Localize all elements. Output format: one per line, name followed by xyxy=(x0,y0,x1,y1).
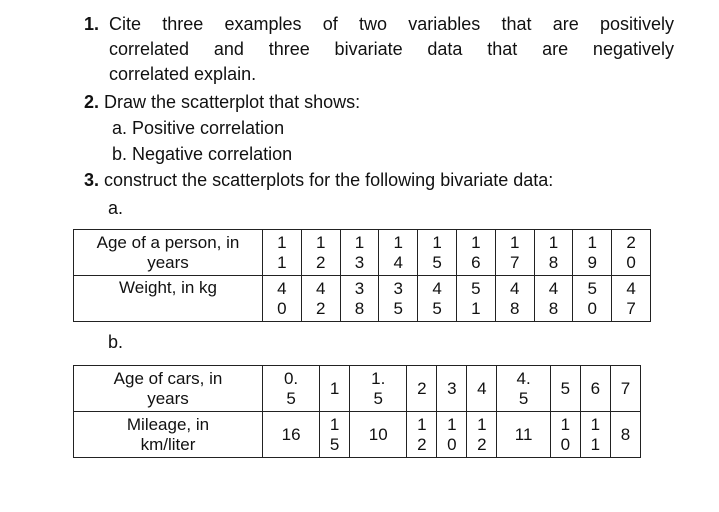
mileage-cell xyxy=(580,412,610,458)
table-a-row-age xyxy=(74,230,651,276)
row-label-mileage xyxy=(74,412,263,458)
table-b-row-mileage xyxy=(74,412,641,458)
car-age-cell xyxy=(497,366,551,412)
digit: 1 xyxy=(277,232,287,252)
digit: 1 xyxy=(329,414,340,434)
label-line: years xyxy=(147,252,189,272)
age-cell xyxy=(379,230,418,276)
digit: 4. xyxy=(516,368,531,388)
digit: 6 xyxy=(590,378,601,398)
digit: 1 xyxy=(509,232,520,252)
digit: 1. xyxy=(371,368,386,388)
digit: 5 xyxy=(286,388,296,408)
digit: 5 xyxy=(560,378,571,398)
digit: 4 xyxy=(626,278,636,298)
table-a xyxy=(73,229,651,322)
question-1-line-1: Cite three examples of two variables that are positively xyxy=(109,14,674,34)
digit: 0 xyxy=(626,252,636,272)
question-number: 2. xyxy=(84,92,100,112)
digit: 1 xyxy=(590,414,601,434)
digit: 4 xyxy=(393,252,404,272)
q2-item-a: a. Positive correlation xyxy=(112,118,285,138)
digit: 5 xyxy=(432,252,442,272)
digit: 1 xyxy=(447,414,457,434)
mileage-cell xyxy=(320,412,350,458)
question-2 xyxy=(84,90,360,114)
table-a-row-weight xyxy=(74,276,651,322)
mileage-cell xyxy=(497,412,551,458)
digit: 3 xyxy=(354,278,365,298)
digit: 2 xyxy=(626,232,636,252)
digit: 8 xyxy=(548,252,559,272)
car-age-cell xyxy=(437,366,467,412)
digit: 2 xyxy=(315,252,326,272)
part-a-label: a. xyxy=(108,198,124,218)
digit: 2 xyxy=(417,378,427,398)
car-age-cell xyxy=(467,366,497,412)
mileage-cell xyxy=(467,412,497,458)
digit: 1 xyxy=(471,232,481,252)
digit: 9 xyxy=(587,252,597,272)
mileage-cell xyxy=(263,412,320,458)
digit: 8 xyxy=(548,298,559,318)
age-cell xyxy=(301,230,340,276)
question-1-line-2: correlated and three bivariate data that are negatively xyxy=(109,39,674,59)
age-cell xyxy=(340,230,379,276)
digit: 1 xyxy=(548,232,559,252)
age-cell xyxy=(534,230,573,276)
digit: 1 xyxy=(417,414,427,434)
age-cell xyxy=(418,230,457,276)
digit: 1 xyxy=(471,298,481,318)
digit: 7 xyxy=(620,378,631,398)
digit: 8 xyxy=(509,298,520,318)
digit: 1 xyxy=(315,232,326,252)
digit: 1 xyxy=(432,232,442,252)
digit: 3 xyxy=(354,252,365,272)
weight-cell xyxy=(418,276,457,322)
digit: 10 xyxy=(368,424,388,444)
digit: 4 xyxy=(548,278,559,298)
car-age-cell xyxy=(550,366,580,412)
label-line: Mileage, in xyxy=(126,414,210,434)
car-age-cell xyxy=(320,366,350,412)
mileage-cell xyxy=(437,412,467,458)
digit: 2 xyxy=(477,434,487,454)
car-age-cell xyxy=(350,366,407,412)
digit: 5 xyxy=(518,388,529,408)
digit: 1 xyxy=(560,414,571,434)
digit: 3 xyxy=(393,278,404,298)
weight-cell xyxy=(301,276,340,322)
digit: 7 xyxy=(626,298,636,318)
question-1-line-3: correlated explain. xyxy=(109,64,257,84)
question-number: 3. xyxy=(84,170,100,190)
label-line: Weight, in kg xyxy=(119,278,217,297)
weight-cell xyxy=(495,276,534,322)
row-label-age xyxy=(74,230,263,276)
weight-cell xyxy=(379,276,418,322)
age-cell xyxy=(573,230,612,276)
digit: 0 xyxy=(560,434,571,454)
part-b-label: b. xyxy=(108,332,124,352)
car-age-cell xyxy=(263,366,320,412)
digit: 0. xyxy=(283,368,299,388)
digit: 8 xyxy=(620,424,631,444)
weight-cell xyxy=(456,276,495,322)
digit: 4 xyxy=(477,378,487,398)
mileage-cell xyxy=(550,412,580,458)
digit: 2 xyxy=(315,298,326,318)
mileage-cell xyxy=(610,412,640,458)
row-label-weight xyxy=(74,276,263,322)
digit: 4 xyxy=(432,278,442,298)
digit: 5 xyxy=(393,298,404,318)
mileage-cell xyxy=(407,412,437,458)
digit: 1 xyxy=(393,232,404,252)
digit: 8 xyxy=(354,298,365,318)
age-cell xyxy=(456,230,495,276)
digit: 1 xyxy=(329,378,340,398)
digit: 16 xyxy=(281,424,301,444)
digit: 5 xyxy=(373,388,383,408)
car-age-cell xyxy=(580,366,610,412)
label-line: Age of cars, in xyxy=(113,368,223,388)
digit: 4 xyxy=(315,278,326,298)
digit: 3 xyxy=(447,378,457,398)
age-cell xyxy=(263,230,302,276)
digit: 6 xyxy=(471,252,481,272)
digit: 5 xyxy=(432,298,442,318)
age-cell xyxy=(495,230,534,276)
car-age-cell xyxy=(610,366,640,412)
digit: 1 xyxy=(277,252,287,272)
question-1 xyxy=(84,12,684,84)
age-cell xyxy=(612,230,651,276)
question-3 xyxy=(84,168,553,192)
weight-cell xyxy=(612,276,651,322)
mileage-cell xyxy=(350,412,407,458)
digit: 7 xyxy=(509,252,520,272)
digit: 4 xyxy=(277,278,287,298)
question-3-text: construct the scatterplots for the following bivariate data: xyxy=(104,170,554,190)
digit: 5 xyxy=(471,278,481,298)
weight-cell xyxy=(263,276,302,322)
weight-cell xyxy=(573,276,612,322)
label-line: km/liter xyxy=(140,434,196,454)
digit: 5 xyxy=(329,434,340,454)
label-line: years xyxy=(147,388,189,408)
question-2-text: Draw the scatterplot that shows: xyxy=(104,92,361,112)
car-age-cell xyxy=(407,366,437,412)
digit: 1 xyxy=(477,414,487,434)
label-line: Age of a person, in xyxy=(96,232,240,252)
digit: 0 xyxy=(447,434,457,454)
digit: 2 xyxy=(417,434,427,454)
question-number: 1. xyxy=(84,14,100,34)
q2-item-b: b. Negative correlation xyxy=(112,144,293,164)
digit: 4 xyxy=(509,278,520,298)
weight-cell xyxy=(340,276,379,322)
digit: 1 xyxy=(590,434,601,454)
row-label-car-age xyxy=(74,366,263,412)
table-b-row-age xyxy=(74,366,641,412)
digit: 0 xyxy=(587,298,597,318)
digit: 0 xyxy=(277,298,287,318)
digit: 1 xyxy=(587,232,597,252)
digit: 5 xyxy=(587,278,597,298)
table-b xyxy=(73,365,641,458)
weight-cell xyxy=(534,276,573,322)
digit: 11 xyxy=(514,424,533,444)
digit: 1 xyxy=(354,232,365,252)
